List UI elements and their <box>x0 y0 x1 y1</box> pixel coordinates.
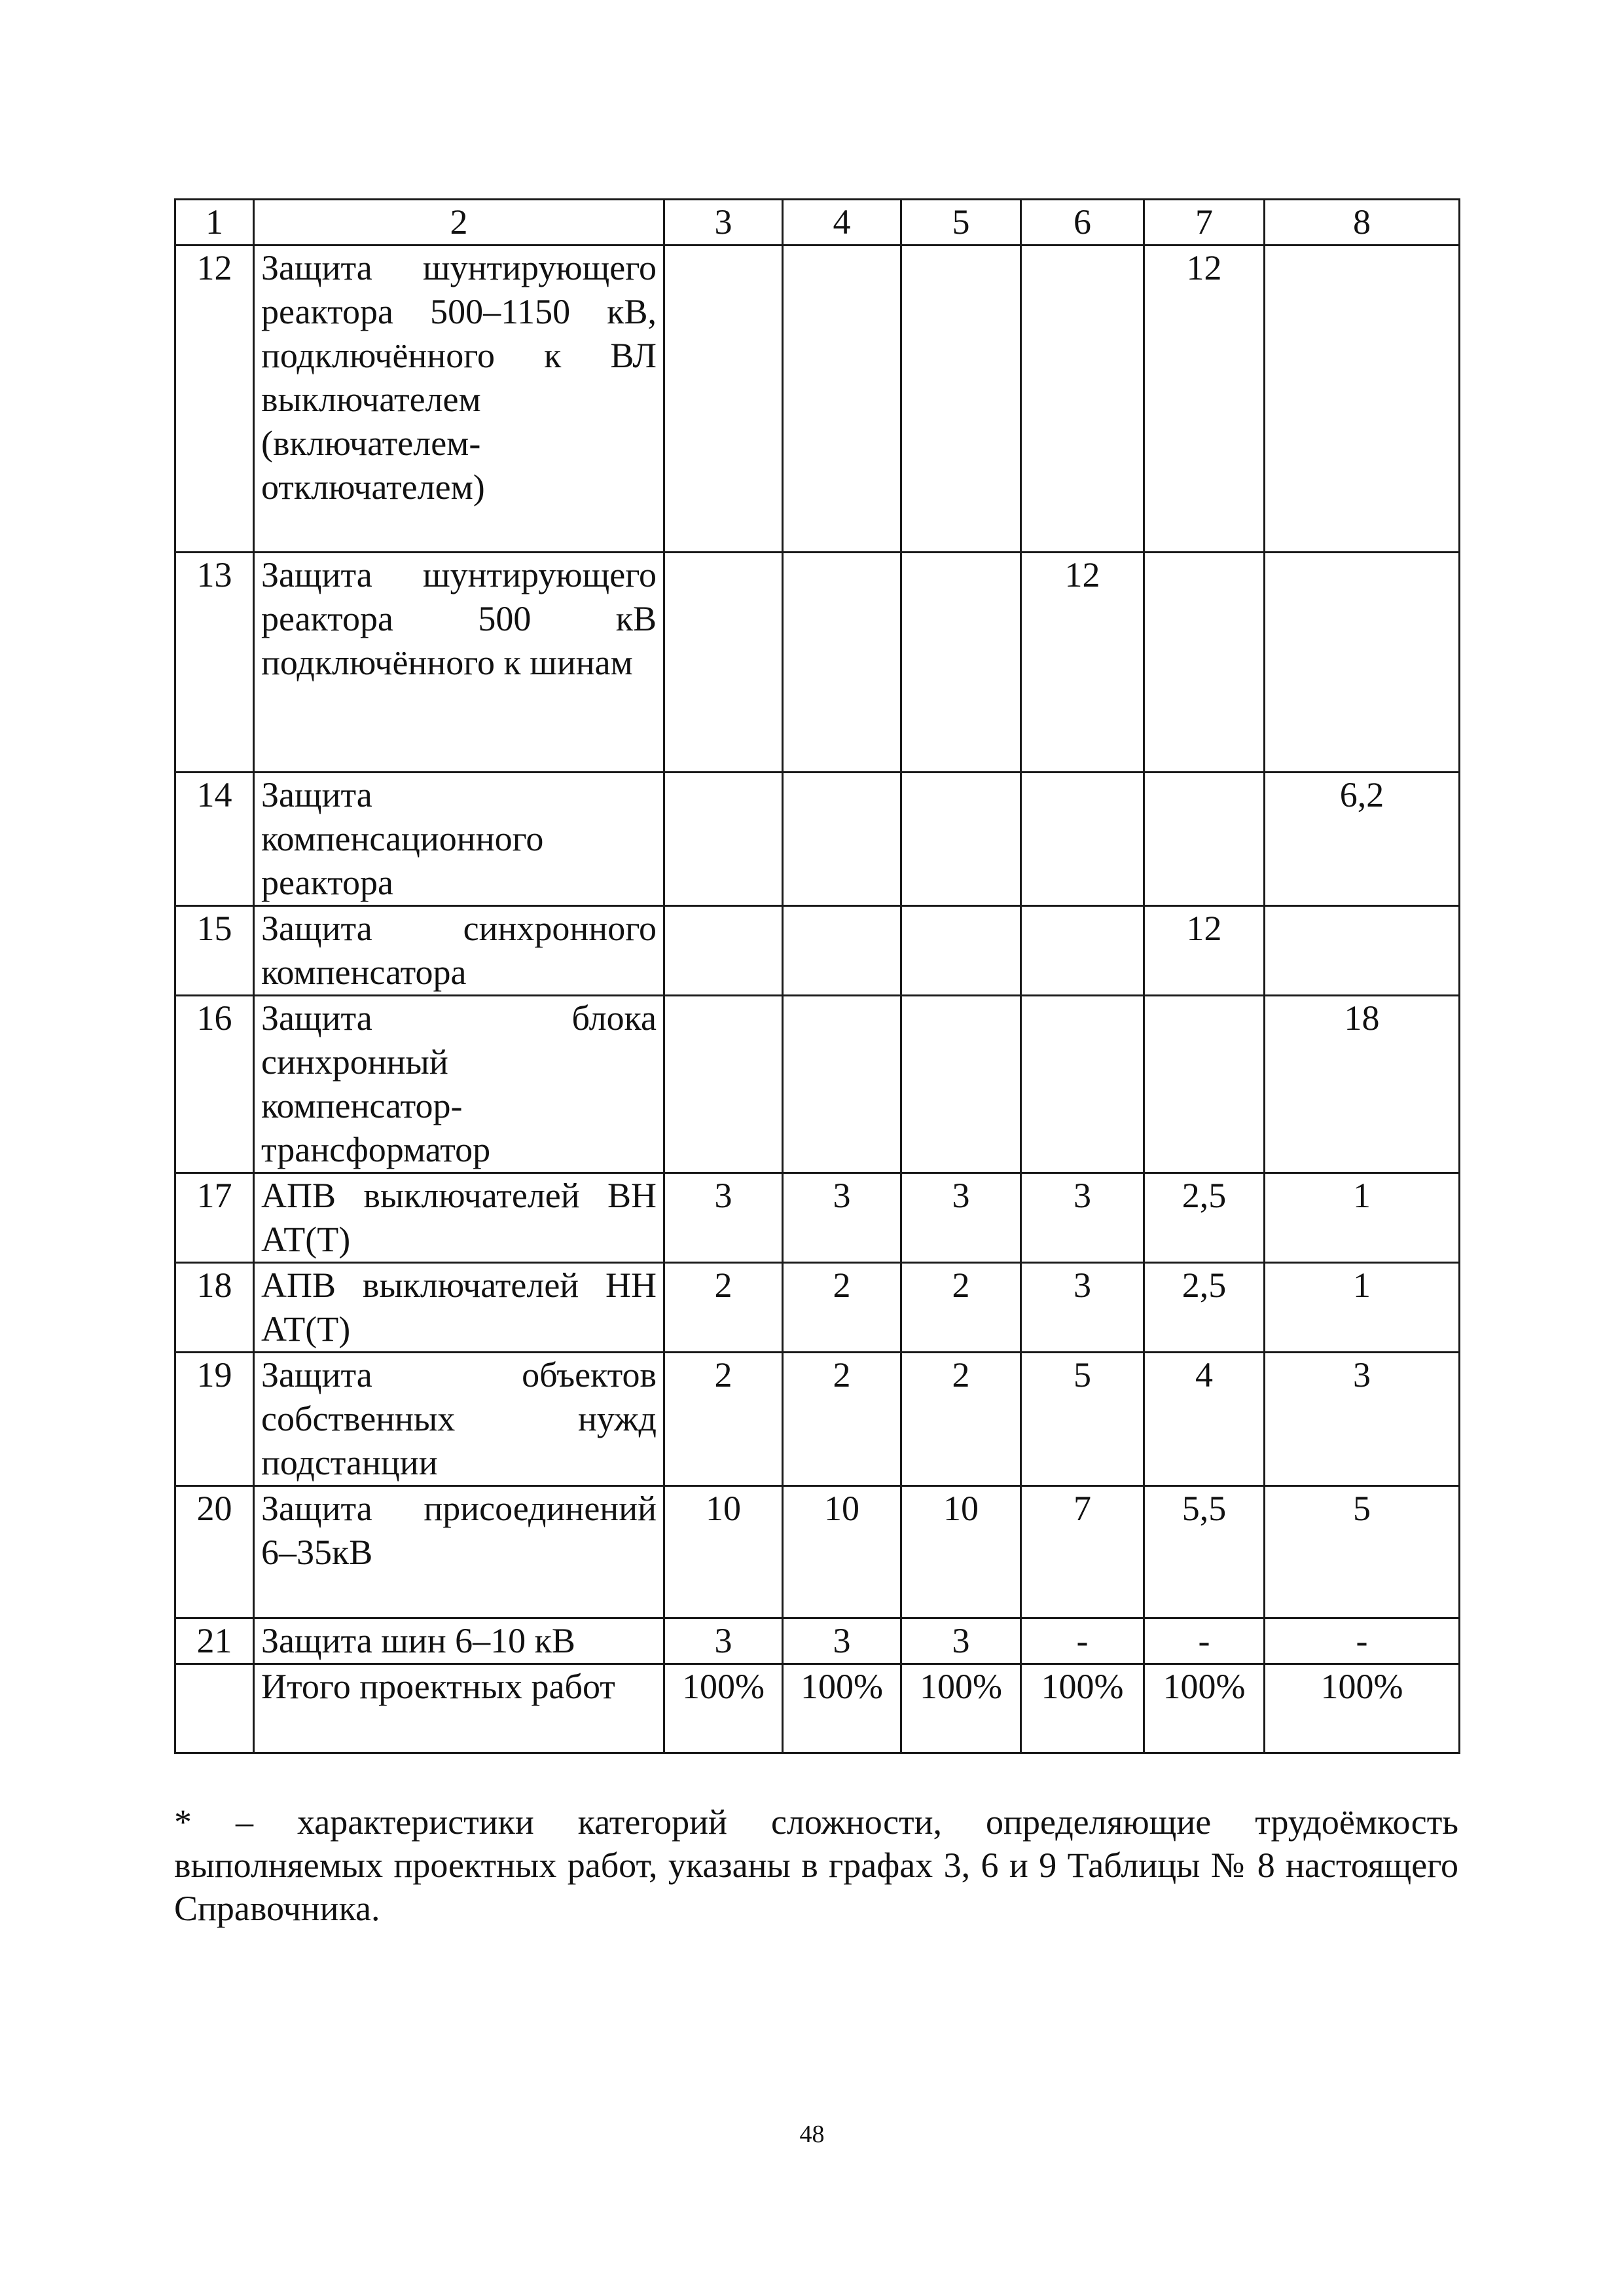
value-cell: 3 <box>783 1173 901 1263</box>
value-cell: 6,2 <box>1265 773 1460 906</box>
row-number-cell: 13 <box>175 553 254 773</box>
value-cell: 2,5 <box>1144 1263 1265 1353</box>
row-number-cell: 17 <box>175 1173 254 1263</box>
table-row <box>175 246 1460 553</box>
value-cell <box>664 246 783 553</box>
value-cell: 2 <box>901 1353 1021 1486</box>
value-cell <box>664 553 783 773</box>
value-cell: 2 <box>783 1263 901 1353</box>
table-row <box>175 996 1460 1173</box>
value-cell: 4 <box>1144 1353 1265 1486</box>
row-number-cell <box>175 1664 254 1753</box>
value-cell <box>783 553 901 773</box>
value-cell: 3 <box>664 1173 783 1263</box>
row-name-cell: Защита присоединений 6–35кВ <box>254 1486 664 1618</box>
value-cell: 3 <box>1265 1353 1460 1486</box>
row-name-cell: Защита компенсационного реактора <box>254 773 664 906</box>
row-name-cell: Защита синхронного компенсатора <box>254 906 664 996</box>
value-cell: 10 <box>664 1486 783 1618</box>
row-name-cell: Итого проектных работ <box>254 1664 664 1753</box>
value-cell <box>901 553 1021 773</box>
value-cell <box>783 906 901 996</box>
header-cell: 3 <box>664 200 783 246</box>
value-cell <box>1021 246 1144 553</box>
value-cell: 10 <box>901 1486 1021 1618</box>
value-cell: 2 <box>901 1263 1021 1353</box>
value-cell: 3 <box>664 1618 783 1664</box>
value-cell <box>783 773 901 906</box>
value-cell: 7 <box>1021 1486 1144 1618</box>
header-cell: 4 <box>783 200 901 246</box>
value-cell: 3 <box>1021 1173 1144 1263</box>
header-cell: 6 <box>1021 200 1144 246</box>
value-cell <box>901 773 1021 906</box>
value-cell <box>901 906 1021 996</box>
row-name-cell: АПВ выключателей НН АТ(Т) <box>254 1263 664 1353</box>
table-row <box>175 1263 1460 1353</box>
header-cell: 5 <box>901 200 1021 246</box>
table-header-row <box>175 200 1460 246</box>
value-cell <box>1021 996 1144 1173</box>
row-name-cell: Защита объектов собственных нужд подстанции <box>254 1353 664 1486</box>
value-cell: 1 <box>1265 1173 1460 1263</box>
value-cell <box>664 906 783 996</box>
table-row <box>175 1664 1460 1753</box>
value-cell: 10 <box>783 1486 901 1618</box>
value-cell: 2,5 <box>1144 1173 1265 1263</box>
value-cell <box>901 996 1021 1173</box>
row-number-cell: 15 <box>175 906 254 996</box>
table-row <box>175 1486 1460 1618</box>
row-name-cell: Защита шунтирующего реактора 500 кВ подключённого к шинам <box>254 553 664 773</box>
table-row <box>175 773 1460 906</box>
header-cell: 1 <box>175 200 254 246</box>
value-cell: 12 <box>1144 246 1265 553</box>
value-cell <box>664 996 783 1173</box>
value-cell <box>901 246 1021 553</box>
value-cell: 100% <box>783 1664 901 1753</box>
header-cell: 8 <box>1265 200 1460 246</box>
value-cell: - <box>1144 1618 1265 1664</box>
row-name-cell: АПВ выключателей ВН АТ(Т) <box>254 1173 664 1263</box>
value-cell: - <box>1265 1618 1460 1664</box>
value-cell: 3 <box>783 1618 901 1664</box>
value-cell: 12 <box>1021 553 1144 773</box>
row-number-cell: 14 <box>175 773 254 906</box>
value-cell: 2 <box>664 1263 783 1353</box>
value-cell: 1 <box>1265 1263 1460 1353</box>
value-cell: 18 <box>1265 996 1460 1173</box>
value-cell: 2 <box>783 1353 901 1486</box>
row-number-cell: 20 <box>175 1486 254 1618</box>
value-cell: 5 <box>1265 1486 1460 1618</box>
row-number-cell: 12 <box>175 246 254 553</box>
table-row <box>175 1353 1460 1486</box>
value-cell <box>1265 553 1460 773</box>
row-name-cell: Защита шунтирующего реактора 500–1150 кВ, подключённого к ВЛ выключателем (включателем-отключателем) <box>254 246 664 553</box>
value-cell <box>783 246 901 553</box>
row-number-cell: 21 <box>175 1618 254 1664</box>
table-row <box>175 553 1460 773</box>
header-cell: 7 <box>1144 200 1265 246</box>
value-cell <box>1021 906 1144 996</box>
value-cell <box>1144 773 1265 906</box>
value-cell: 3 <box>1021 1263 1144 1353</box>
value-cell: 100% <box>1265 1664 1460 1753</box>
row-number-cell: 16 <box>175 996 254 1173</box>
value-cell: 5 <box>1021 1353 1144 1486</box>
value-cell: - <box>1021 1618 1144 1664</box>
table-row <box>175 1173 1460 1263</box>
value-cell: 2 <box>664 1353 783 1486</box>
value-cell <box>1144 996 1265 1173</box>
header-cell: 2 <box>254 200 664 246</box>
value-cell <box>664 773 783 906</box>
value-cell: 100% <box>1144 1664 1265 1753</box>
value-cell <box>1144 553 1265 773</box>
footnote: * – характеристики категорий сложности, определяющие трудоёмкость выполняемых проектных работ, указаны в графах 3, 6 и 9 Таблицы № 8 настоящего Справочника. <box>174 1802 1458 1928</box>
value-cell: 100% <box>664 1664 783 1753</box>
page-number: 48 <box>799 2121 825 2148</box>
value-cell: 100% <box>1021 1664 1144 1753</box>
value-cell: 3 <box>901 1618 1021 1664</box>
row-name-cell: Защита шин 6–10 кВ <box>254 1618 664 1664</box>
complexity-table <box>174 198 1460 1754</box>
row-number-cell: 18 <box>175 1263 254 1353</box>
value-cell: 100% <box>901 1664 1021 1753</box>
value-cell: 5,5 <box>1144 1486 1265 1618</box>
value-cell <box>1021 773 1144 906</box>
value-cell <box>783 996 901 1173</box>
table-body <box>175 200 1460 1753</box>
value-cell: 12 <box>1144 906 1265 996</box>
table-row <box>175 1618 1460 1664</box>
value-cell <box>1265 906 1460 996</box>
value-cell: 3 <box>901 1173 1021 1263</box>
value-cell <box>1265 246 1460 553</box>
row-number-cell: 19 <box>175 1353 254 1486</box>
table-row <box>175 906 1460 996</box>
row-name-cell: Защита блока синхронный компенсатор-трансформатор <box>254 996 664 1173</box>
